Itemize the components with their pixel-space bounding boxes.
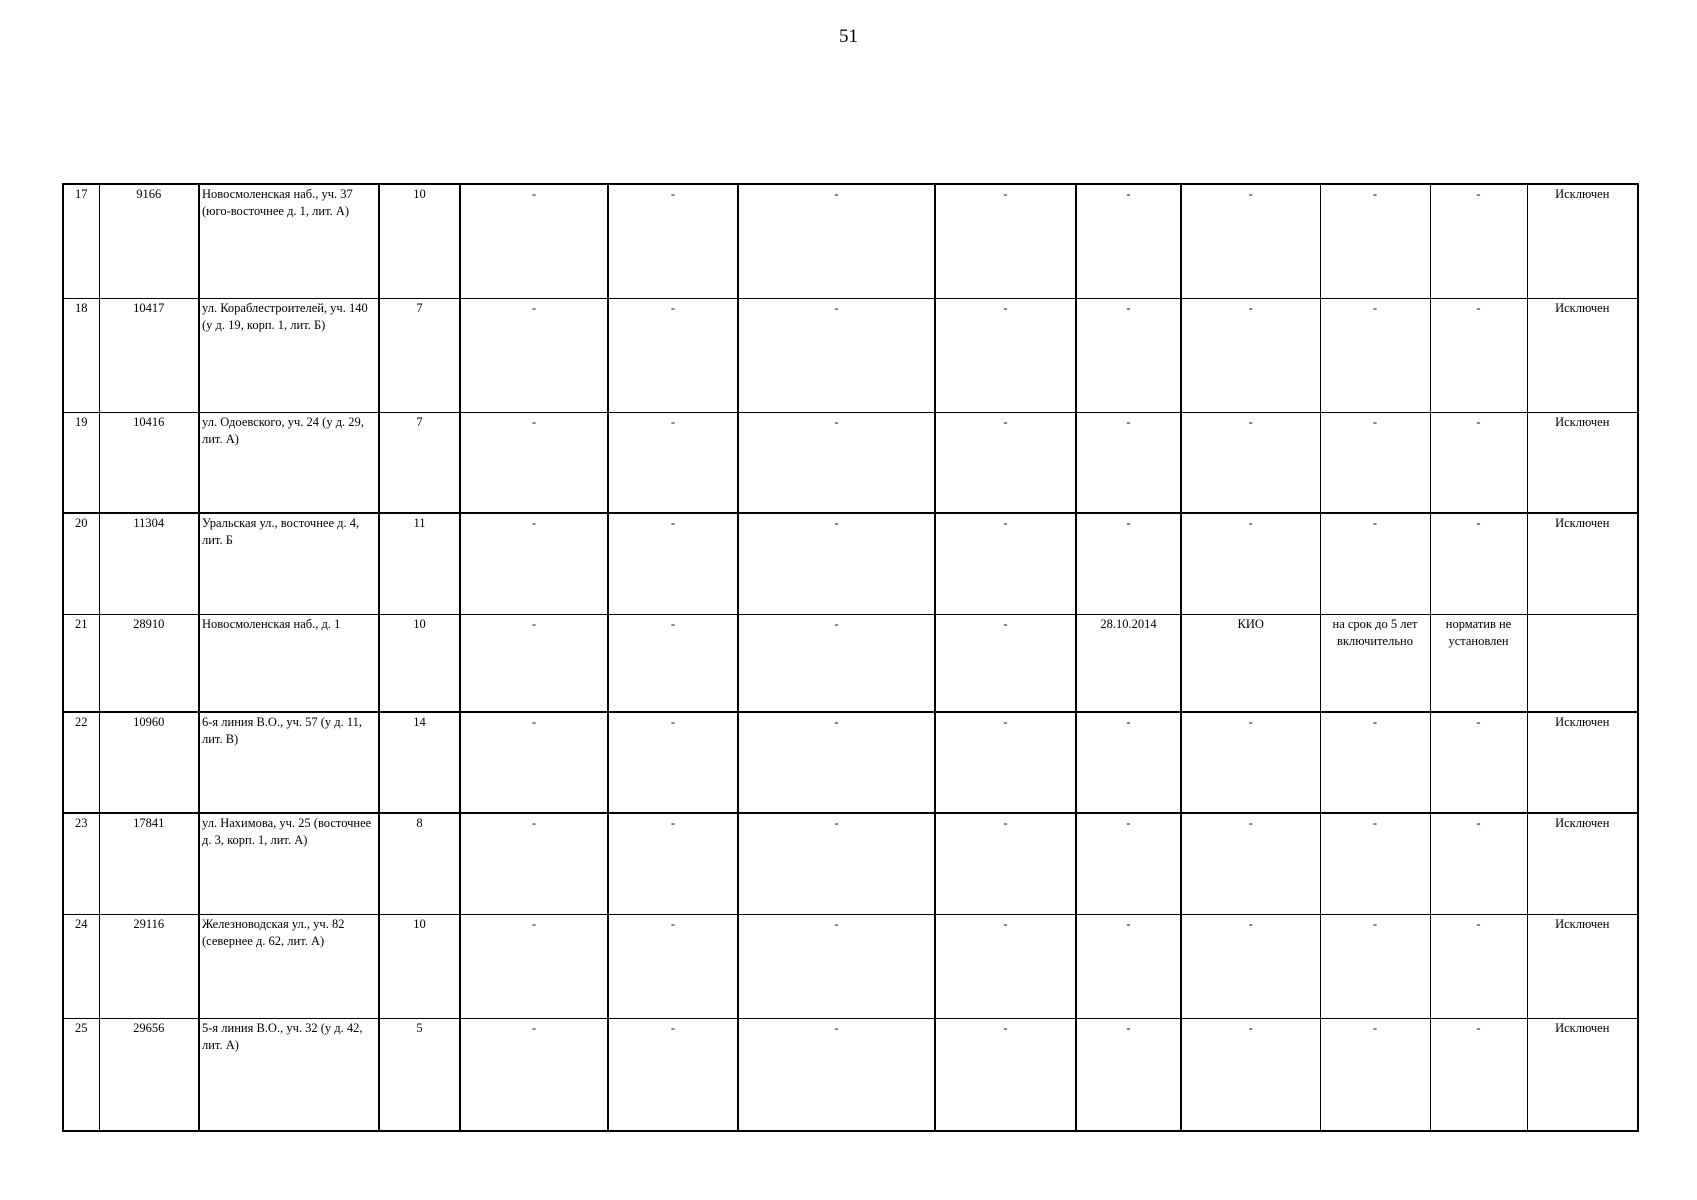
data-cell: - [1430, 914, 1527, 1018]
data-cell: КИО [1181, 614, 1320, 712]
data-cell: - [1320, 513, 1430, 614]
data-cell: - [1076, 184, 1181, 298]
data-cell: - [1181, 712, 1320, 813]
data-cell: - [1076, 914, 1181, 1018]
data-cell: - [608, 184, 738, 298]
address-cell: 5-я линия В.О., уч. 32 (у д. 42, лит. А) [199, 1018, 379, 1131]
data-cell: - [1076, 412, 1181, 513]
count-cell: 14 [379, 712, 460, 813]
data-cell: 28.10.2014 [1076, 614, 1181, 712]
row-number-cell: 23 [63, 813, 99, 914]
row-number-cell: 17 [63, 184, 99, 298]
data-cell: - [738, 813, 935, 914]
table-row [63, 184, 1638, 298]
count-cell: 8 [379, 813, 460, 914]
data-cell: - [935, 914, 1076, 1018]
address-cell: Уральская ул., восточнее д. 4, лит. Б [199, 513, 379, 614]
data-cell: - [1320, 298, 1430, 412]
status-cell: Исключен [1527, 712, 1638, 813]
data-cell: - [1430, 712, 1527, 813]
count-cell: 5 [379, 1018, 460, 1131]
registry-id-cell: 9166 [99, 184, 199, 298]
data-cell: - [460, 614, 608, 712]
registry-id-cell: 28910 [99, 614, 199, 712]
status-cell: Исключен [1527, 412, 1638, 513]
data-cell: - [1430, 298, 1527, 412]
data-cell: - [935, 614, 1076, 712]
data-cell: - [1320, 914, 1430, 1018]
table-row [63, 1018, 1638, 1131]
status-cell: Исключен [1527, 914, 1638, 1018]
data-cell: - [608, 712, 738, 813]
data-cell: - [460, 1018, 608, 1131]
data-cell: - [460, 813, 608, 914]
count-cell: 7 [379, 298, 460, 412]
data-cell: - [608, 1018, 738, 1131]
data-cell: - [460, 412, 608, 513]
data-cell: - [1320, 1018, 1430, 1131]
data-cell: - [738, 914, 935, 1018]
status-cell [1527, 614, 1638, 712]
data-cell: - [1076, 298, 1181, 412]
data-cell: - [608, 298, 738, 412]
data-cell: - [935, 184, 1076, 298]
status-cell: Исключен [1527, 513, 1638, 614]
address-cell: 6-я линия В.О., уч. 57 (у д. 11, лит. В) [199, 712, 379, 813]
count-cell: 10 [379, 184, 460, 298]
status-cell: Исключен [1527, 1018, 1638, 1131]
data-cell: - [738, 712, 935, 813]
data-cell: - [1320, 412, 1430, 513]
data-cell: - [1430, 412, 1527, 513]
data-cell: - [935, 712, 1076, 813]
data-cell: - [1181, 513, 1320, 614]
data-cell: - [460, 513, 608, 614]
data-cell: - [1430, 813, 1527, 914]
data-cell: - [460, 914, 608, 1018]
data-cell: - [608, 914, 738, 1018]
data-cell: - [1076, 513, 1181, 614]
table-row [63, 412, 1638, 513]
data-cell: на срок до 5 лет включительно [1320, 614, 1430, 712]
address-cell: Железноводская ул., уч. 82 (севернее д. 62, лит. А) [199, 914, 379, 1018]
data-cell: - [738, 1018, 935, 1131]
data-cell: - [608, 513, 738, 614]
registry-id-cell: 29116 [99, 914, 199, 1018]
data-cell: - [1181, 1018, 1320, 1131]
table-row [63, 914, 1638, 1018]
data-cell: - [1430, 513, 1527, 614]
status-cell: Исключен [1527, 184, 1638, 298]
data-cell: - [1076, 1018, 1181, 1131]
count-cell: 11 [379, 513, 460, 614]
data-cell: - [738, 614, 935, 712]
address-cell: ул. Одоевского, уч. 24 (у д. 29, лит. А) [199, 412, 379, 513]
data-cell: - [1076, 813, 1181, 914]
data-cell: норматив не установлен [1430, 614, 1527, 712]
page-number: 51 [839, 26, 858, 47]
registry-id-cell: 17841 [99, 813, 199, 914]
registry-id-cell: 10416 [99, 412, 199, 513]
data-cell: - [1076, 712, 1181, 813]
status-cell: Исключен [1527, 298, 1638, 412]
address-cell: ул. Нахимова, уч. 25 (восточнее д. 3, корп. 1, лит. А) [199, 813, 379, 914]
data-cell: - [935, 298, 1076, 412]
row-number-cell: 21 [63, 614, 99, 712]
data-cell: - [1181, 298, 1320, 412]
data-cell: - [460, 298, 608, 412]
count-cell: 10 [379, 614, 460, 712]
row-number-cell: 18 [63, 298, 99, 412]
table-row [63, 813, 1638, 914]
row-number-cell: 20 [63, 513, 99, 614]
row-number-cell: 19 [63, 412, 99, 513]
address-cell: ул. Кораблестроителей, уч. 140 (у д. 19, корп. 1, лит. Б) [199, 298, 379, 412]
table-row [63, 614, 1638, 712]
count-cell: 10 [379, 914, 460, 1018]
data-cell: - [1430, 184, 1527, 298]
register-table [62, 183, 1639, 1132]
register-body [63, 184, 1638, 1131]
data-cell: - [738, 513, 935, 614]
data-cell: - [935, 513, 1076, 614]
data-cell: - [935, 813, 1076, 914]
address-cell: Новосмоленская наб., уч. 37 (юго-восточнее д. 1, лит. А) [199, 184, 379, 298]
data-cell: - [1181, 184, 1320, 298]
row-number-cell: 25 [63, 1018, 99, 1131]
registry-id-cell: 11304 [99, 513, 199, 614]
table-row [63, 298, 1638, 412]
data-cell: - [608, 813, 738, 914]
registry-id-cell: 29656 [99, 1018, 199, 1131]
status-cell: Исключен [1527, 813, 1638, 914]
data-cell: - [1430, 1018, 1527, 1131]
data-cell: - [1181, 412, 1320, 513]
data-cell: - [460, 712, 608, 813]
registry-id-cell: 10960 [99, 712, 199, 813]
data-cell: - [935, 412, 1076, 513]
count-cell: 7 [379, 412, 460, 513]
row-number-cell: 24 [63, 914, 99, 1018]
data-cell: - [1320, 184, 1430, 298]
data-cell: - [460, 184, 608, 298]
data-cell: - [935, 1018, 1076, 1131]
data-cell: - [738, 412, 935, 513]
data-cell: - [1320, 813, 1430, 914]
row-number-cell: 22 [63, 712, 99, 813]
registry-id-cell: 10417 [99, 298, 199, 412]
data-cell: - [738, 184, 935, 298]
table-row [63, 712, 1638, 813]
data-cell: - [608, 412, 738, 513]
data-cell: - [1320, 712, 1430, 813]
data-cell: - [1181, 914, 1320, 1018]
data-cell: - [738, 298, 935, 412]
address-cell: Новосмоленская наб., д. 1 [199, 614, 379, 712]
data-cell: - [1181, 813, 1320, 914]
data-cell: - [608, 614, 738, 712]
table-row [63, 513, 1638, 614]
